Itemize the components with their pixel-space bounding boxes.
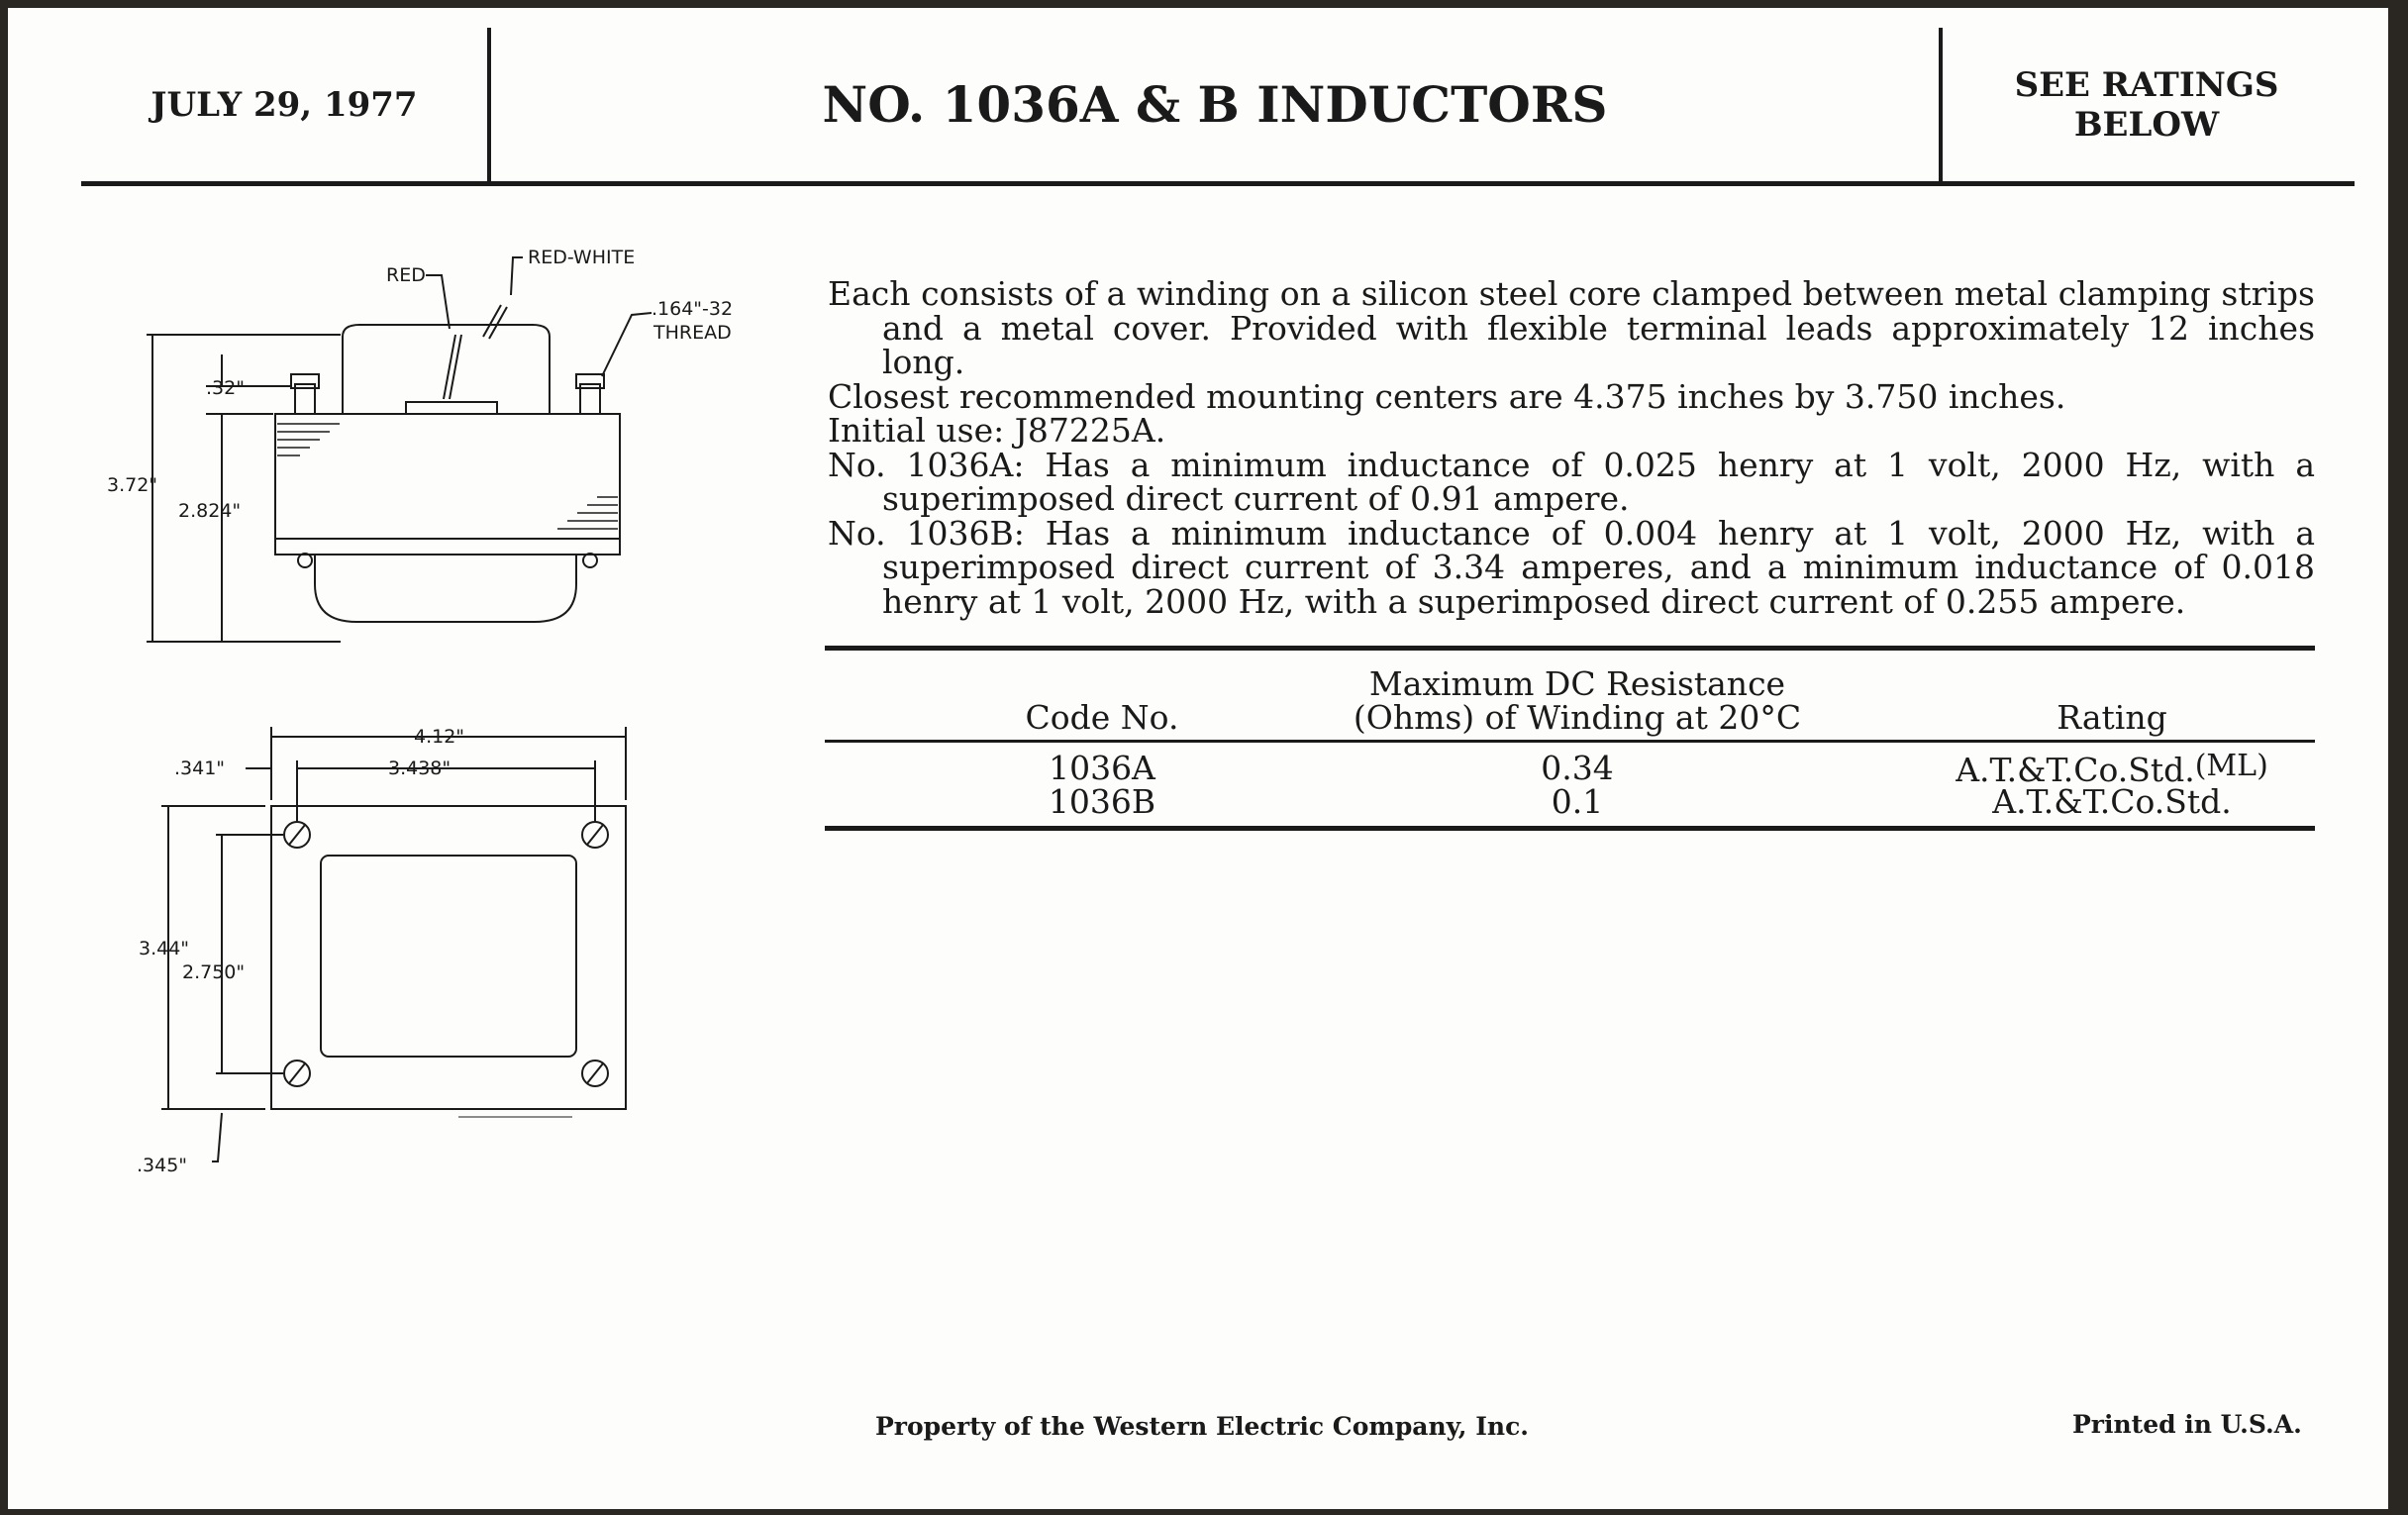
dim-0345: .345" [137,1155,188,1176]
date: JULY 29, 1977 [150,84,418,125]
desc-construction: Each consists of a winding on a silicon steel core clamped between metal clamping strips and a metal cover. Provided with flexible terminal leads approximately 12 inches long. [828,274,2315,381]
rating-superscript: (ML) [2194,749,2268,783]
row-resistance: 0.1 [1551,782,1604,821]
dim-2824: 2.824" [178,500,242,522]
header-rating: Rating [2057,698,2167,737]
description [828,274,2315,621]
ratings-table [825,646,2315,831]
page-title: NO. 1036A & B INDUCTORS [487,28,1943,181]
row-code: 1036A [1049,749,1155,787]
ratings-note-line2: BELOW [2073,104,2220,145]
label-red-white: RED-WHITE [528,247,636,268]
header-code: Code No. [1025,698,1179,737]
dim-344: 3.44" [139,938,190,960]
spec-card [8,8,2388,1509]
desc-initial-use: Initial use: J87225A. [828,411,1166,450]
table-row [825,782,2315,821]
dim-3438: 3.438" [388,758,452,779]
desc-mounting: Closest recommended mounting centers are 4.375 inches by 3.750 inches. [828,376,2066,416]
footer-property: Property of the Western Electric Company, Inc. [875,1412,1530,1441]
side-view [147,257,652,642]
ratings-note [1939,28,2355,181]
row-resistance: 0.34 [1541,749,1614,787]
row-rating: A.T.&T.Co.Std. [1992,782,2232,821]
dim-412: 4.12" [414,726,465,748]
rating-text: A.T.&T.Co.Std. [1956,751,2195,789]
footer-printed: Printed in U.S.A. [2072,1410,2302,1439]
label-red: RED [386,264,426,286]
dim-2750: 2.750" [182,961,246,983]
header-resistance-1: Maximum DC Resistance [1368,664,1786,703]
row-code: 1036B [1048,782,1156,821]
desc-1036a: No. 1036A: Has a minimum inductance of 0.025 henry at 1 volt, 2000 Hz, with a superimposed direct current of 0.91 ampere. [828,445,2315,518]
dim-372: 3.72" [107,474,158,496]
table-row [825,749,2315,789]
top-view [161,727,626,1162]
label-thread-2: THREAD [653,322,732,344]
desc-1036b: No. 1036B: Has a minimum inductance of 0.004 henry at 1 volt, 2000 Hz, with a superimposed direct current of 3.34 amperes, and a minimum inductance of 0.018 henry at 1 volt, 2000 Hz, with a superimposed direct current of 0.255 ampere. [828,513,2315,621]
dim-0341: .341" [174,758,226,779]
dim-032: .32" [206,377,245,399]
header [81,28,2355,186]
header-resistance-2: (Ohms) of Winding at 20°C [1353,698,1802,737]
ratings-note-line1: SEE RATINGS [2014,64,2279,105]
inductor-drawing [107,236,741,1186]
label-thread-1: .164"-32 [652,298,734,320]
